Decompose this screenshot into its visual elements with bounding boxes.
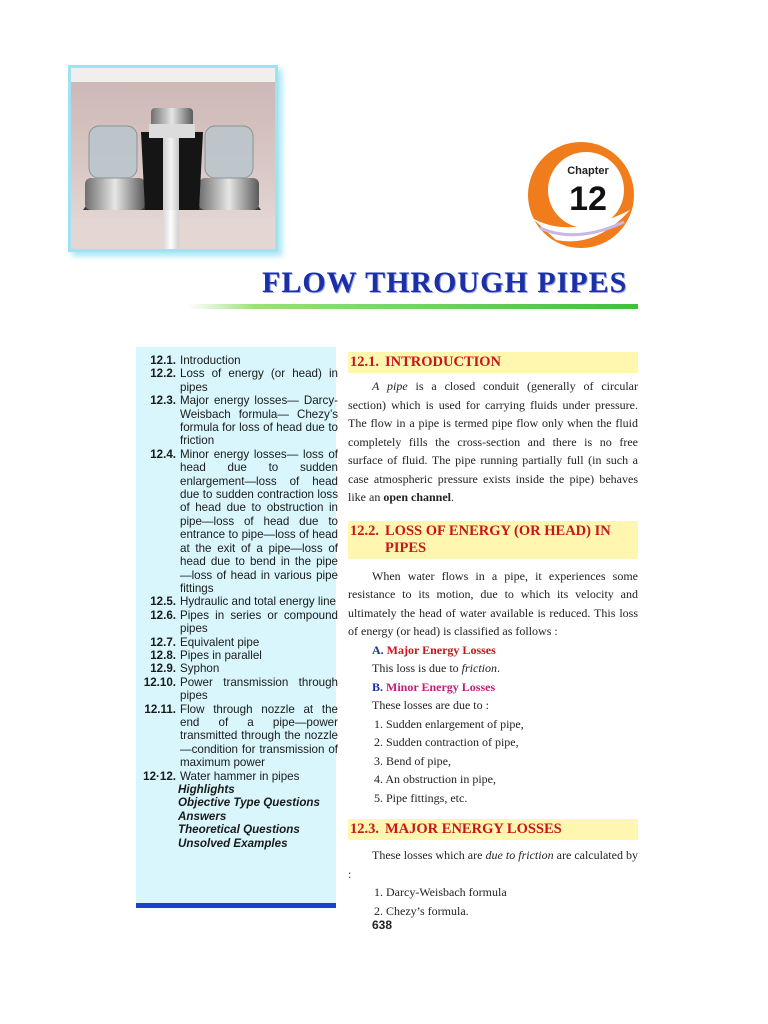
chapter-photo-frame: [68, 65, 278, 252]
toc-list: [136, 354, 338, 850]
toc-entry: [136, 394, 338, 448]
subheading-label-a: A.: [372, 642, 384, 657]
toc-entry-text: Flow through nozzle at the end of a pipe—power transmitted through the nozzle—condition for transmission of maximum power: [180, 702, 338, 770]
intro-open-channel: open channel: [383, 490, 452, 504]
chapter-badge: [526, 140, 636, 250]
section-title: INTRODUCTION: [385, 354, 502, 370]
main-text-column: [348, 352, 638, 920]
list-item: 2. Chezy’s formula.: [374, 903, 469, 918]
minor-losses-desc: These losses are due to :: [372, 698, 489, 712]
list-item: 1. Sudden enlargement of pipe,: [374, 716, 524, 731]
toc-entry: [136, 367, 338, 394]
major-desc-friction: friction: [461, 661, 498, 675]
toc-entry-text: Pipes in parallel: [180, 648, 262, 662]
toc-entry: [136, 703, 338, 770]
page-number: 638: [372, 918, 393, 932]
list-item: 1. Darcy-Weisbach formula: [374, 885, 507, 899]
toc-entry-text: Syphon: [180, 662, 220, 676]
toc-entry: [136, 595, 338, 608]
section-number: 12.1.: [350, 354, 379, 370]
toc-entry-number: 12.6.: [150, 608, 176, 622]
toc-entry-text: Major energy losses— Darcy-Weisbach formula— Chezy’s formula for loss of head due to friction: [180, 394, 338, 448]
major-para-friction: due to friction: [485, 848, 554, 862]
toc-entry-number: 12.5.: [150, 595, 176, 609]
toc-entry: [136, 448, 338, 595]
subheading-text-b: Minor Energy Losses: [386, 679, 496, 694]
toc-extra-item: Objective Type Questions: [178, 796, 320, 810]
major-desc-period: .: [497, 661, 501, 675]
toc-entry-text: Introduction: [180, 354, 241, 367]
toc-entry-text: Loss of energy (or head) in pipes: [180, 367, 338, 394]
chapter-contents-box: [136, 347, 336, 908]
section-heading-major-losses: [348, 819, 638, 840]
toc-entry-number: 12.8.: [150, 648, 176, 662]
toc-entry: [136, 636, 338, 649]
toc-entry: [136, 609, 338, 636]
toc-entry-number: 12.9.: [150, 662, 176, 676]
toc-extra-item: Answers: [178, 809, 227, 823]
intro-period: .: [451, 490, 455, 504]
section-title: MAJOR ENERGY LOSSES: [385, 821, 562, 837]
chapter-label: Chapter: [567, 165, 609, 177]
toc-entry-number: 12·12.: [143, 769, 176, 783]
major-losses-subheading: [348, 641, 638, 660]
major-desc-text: This loss is due to: [372, 661, 462, 675]
toc-entry: [136, 354, 338, 367]
major-losses-desc: [348, 659, 638, 678]
major-para-end: are calculated by :: [348, 848, 638, 881]
toc-entry-text: Equivalent pipe: [180, 635, 260, 649]
toc-entry-text: Pipes in series or compound pipes: [180, 608, 338, 636]
title-underline: [188, 304, 638, 309]
intro-paragraph: [348, 377, 638, 507]
toc-entry-number: 12.7.: [150, 635, 176, 649]
toc-entry-text: Hydraulic and total energy line: [180, 595, 336, 609]
faucet-photo: [71, 68, 275, 249]
subheading-text-a: Major Energy Losses: [386, 642, 496, 657]
major-paragraph: [348, 846, 638, 883]
list-item: 5. Pipe fittings, etc.: [374, 790, 468, 805]
section-number: 12.3.: [350, 821, 379, 837]
toc-entry-number: 12.10.: [143, 675, 176, 689]
chapter-number: 12: [569, 180, 607, 218]
toc-entry: [136, 662, 338, 675]
toc-entry-number: 12.11.: [144, 702, 176, 716]
toc-entry-number: 12.4.: [150, 447, 176, 461]
subheading-label-b: B.: [372, 679, 384, 694]
section-number: 12.2.: [350, 522, 379, 539]
list-item: 2. Sudden contraction of pipe,: [374, 735, 519, 749]
section-title: LOSS OF ENERGY (OR HEAD) IN PIPES: [385, 522, 611, 556]
toc-entry: [136, 770, 338, 783]
toc-extra-item: Unsolved Examples: [178, 836, 288, 850]
major-para-text: These losses which are: [372, 848, 486, 862]
minor-losses-subheading: [348, 678, 638, 697]
toc-entry-text: Water hammer in pipes: [180, 769, 300, 783]
toc-entry-number: 12.3.: [150, 394, 176, 408]
toc-entry-text: Power transmission through pipes: [180, 675, 338, 703]
section-heading-introduction: [348, 352, 638, 373]
toc-entry: [136, 649, 338, 662]
intro-body: is a closed conduit (generally of circular section) which is used for carrying fluids under pressure. The flow in a pipe is termed pipe flow only when the fluid completely fills the cross-section and there is no free surface of fluid. The pipe running partially full (in such a case atmospheric pressure exists inside the pipe) behaves like an: [348, 379, 638, 504]
toc-entry: [136, 676, 338, 703]
intro-lead: A pipe: [372, 379, 408, 393]
loss-paragraph: When water flows in a pipe, it experiences some resistance to its motion, due to which its velocity and ultimately the head of water available is reduced. This loss of energy (or head) is classified as follows :: [348, 568, 638, 638]
toc-extra-item: Highlights: [178, 783, 235, 796]
list-item: 4. An obstruction in pipe,: [374, 772, 496, 786]
list-item: 3. Bend of pipe,: [374, 753, 451, 768]
chapter-title: FLOW THROUGH PIPES: [262, 266, 628, 299]
toc-entry-text: Minor energy losses— loss of head due to sudden enlargement—loss of head due to sudden contraction loss of head due to obstruction in pipe—loss of head due to entrance to pipe—loss of head at the exit of a pipe—loss of head due to bend in the pipe—loss of head in various pipe fittings: [180, 447, 338, 595]
section-heading-loss-of-energy: [348, 521, 638, 559]
toc-entry-number: 12.2.: [150, 367, 176, 381]
toc-extra-item: Theoretical Questions: [178, 823, 300, 837]
toc-entry-number: 12.1.: [150, 354, 176, 367]
